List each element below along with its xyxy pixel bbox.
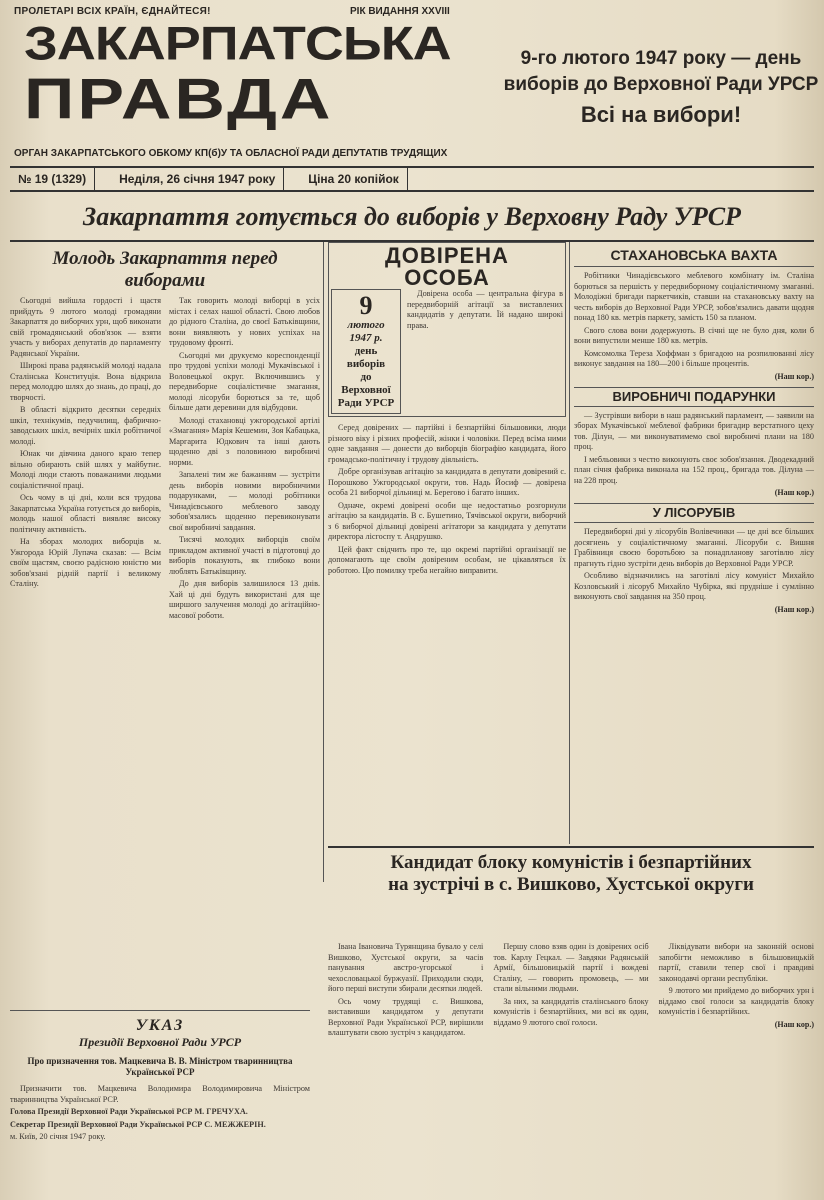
column-rule (323, 242, 324, 882)
paragraph: За них, за кандидатів сталінського блоку комуністів і безпартійних, ми всі як один, віддамо 9 лютого свої голоси. (493, 996, 649, 1027)
paragraph: Сьогодні ми друкуємо кореспонденції про трудові успіхи молоді Мукачівської і Воловецької округ. Включившись у передвиборне соціалістичне змагання, молоді лісоруби борються за те, щоб більше дати деревини для відбудови. (169, 350, 320, 412)
text-column (659, 942, 814, 1041)
ukaz-title: УКАЗ (135, 1017, 185, 1034)
signature: (Наш кор.) (774, 1019, 814, 1029)
paragraph: В області відкрито десятки середніх шкіл, технікумів, педучилищ, фабрично-заводських шкіл, вечірніх шкіл робітничої молоді. (10, 405, 161, 446)
main-headline: Закарпаття готується до виборів у Верховну Раду УРСР (10, 198, 814, 242)
title-word: ОСОБА (404, 265, 490, 290)
paragraph: Робітники Чинадієвського меблевого комбінату ім. Сталіна борються за першість у передвиборному соціалістичному змаганні. Молодіжні бригади паркетчиків, ставши на стахановську вахту на честь виборів до Верховної Ради УРСР, зобов'язались давати щодня понад 180 кв. метрів паркету, замість 150 за планом. (574, 271, 814, 322)
article-grid (10, 242, 814, 895)
paragraph: Широкі права радянській молоді надала Сталінська Конституція. Вона відкрила перед молоддю шлях до знань, до праці, до творчості. (10, 361, 161, 402)
election-line-1: 9-го лютого 1947 року — день (520, 48, 802, 69)
paragraph: Добре організував агітацію за кандидата в депутати довірений с. Порошково Ужгородської округи, тов. Надь Йосиф — довірена особа 21 виборчої дільниці м. Берегово і багато інших. (328, 467, 566, 497)
signature: (Наш кор.) (774, 604, 814, 614)
organ-line: ОРГАН ЗАКАРПАТСЬКОГО ОБКОМУ КП(б)У ТА ОБЛАСНОЇ РАДИ ДЕПУТАТІВ ТРУДЯЩИХ (14, 148, 448, 159)
trusted-person-box (328, 242, 566, 417)
title-line-2: ПРАВДА (24, 66, 334, 131)
lumberjacks-title: У ЛІСОРУБІВ (574, 503, 814, 523)
paragraph: Молоді стахановці ужгородської артілі «Змагання» Марія Кешемин, Зоя Кабацька, Маргарита Юдкович та інші дають щоденно дві з половиною виробничі норми. (169, 415, 320, 467)
election-line-3: Всі на вибори! (580, 102, 742, 127)
paragraph: Комсомолка Тереза Хоффман з бригадою на розпилюванні лісу виконує завдання на 180—200 і більше процентів. (574, 348, 814, 368)
stakhanov-watch-title: СТАХАНОВСЬКА ВАХТА (574, 246, 814, 267)
paragraph: — Зустрівши вибори в наш радянський парламент, — заявили на зборах Мукачівської меблевої фабрики бригадир верстатного цеху тов. Ділун, — ми виконуватимемо свої виробничі плани на 180 проц. (574, 410, 814, 451)
date-text: день (354, 345, 378, 357)
paragraph: Ось чому трудящі с. Вишкова, виставивши кандидатом у депутати Верховної Ради Української РСР, вирішили влаштувати свою зустріч з кандидатом. (328, 996, 484, 1037)
signature: (Наш кор.) (774, 371, 814, 381)
paragraph: На зборах молодих виборців м. Ужгорода Юрій Лупача сказав: — Всім своїм щастям, своєю радісною юністю ми зобов'язані рідній партії і великому Сталіну. (10, 537, 161, 588)
ukaz-subtitle: Президії Верховної Ради УРСР (78, 1035, 242, 1049)
candidate-meeting-title (328, 852, 814, 896)
paragraph: Одначе, окремі довірені особи ще недостатньо розгорнули агітацію за кандидатів. В с. Бушетино, Тячівської округи, виборчий з 6 виборчої дільниці довірені агітатори за кандидата у депутати директора лісгоспу т. Андрушко. (328, 500, 566, 541)
date-month: лютого (347, 319, 385, 331)
election-date-box (331, 289, 401, 414)
paragraph: Юнак чи дівчина даного краю тепер вільно обирають свій шлях у майбутнє. Молоді люди стають поважаними людьми соціалістичної праці. (10, 449, 161, 490)
candidate-meeting-article (328, 846, 814, 896)
date-year: 1947 р. (349, 332, 383, 344)
date-number: 9 (359, 291, 373, 320)
issue-number: № 19 (1329) (18, 172, 87, 186)
ukaz-subject: Про призначення тов. Мацкевича В. В. Міністром тваринництва Української РСР (27, 1056, 293, 1077)
production-gifts-title: ВИРОБНИЧІ ПОДАРУНКИ (574, 387, 814, 407)
paragraph: Сьогодні вийшла гордості і щастя прийдуть 9 лютого молоді громадяни Закарпаття до виборчих урн, щоб виконати свій громадянський обов'язок — взяти участь у виборах депутатів до парламенту Радянської України. (10, 296, 161, 358)
text-column (493, 942, 648, 1041)
paragraph: Довірена особа — центральна фігура в передвиборній агітації за виставлених кандидатів у депутати. Їй надано широкі права. (407, 289, 563, 330)
title-word: ДОВІРЕНА (385, 243, 509, 268)
stakhanov-column (574, 242, 814, 844)
year-of-publication: РІК ВИДАННЯ XXVIII (350, 6, 450, 17)
paragraph: Тисячі молодих виборців своїм прикладом активної участі в підготовці до виборів показують, як глибоко вони люблять Батьківщину. (169, 535, 320, 576)
ukaz-place-date: м. Київ, 20 січня 1947 року. (10, 1132, 106, 1141)
paragraph: Ось чому в ці дні, коли вся трудова Закарпатська Україна готується до виборів, молодь нашої області виявляє високу політичну активність. (10, 493, 161, 534)
paragraph: Так говорить молоді виборці в усіх містах і селах нашої області. Свою любов до рідного Сталіна, до своєї Батьківщини, вони виявляють у нових успіхах на трудовому фронті. (169, 296, 320, 347)
divider (283, 168, 300, 190)
ukaz-signer-2: Секретар Президії Верховної Ради Української РСР С. МЕЖЖЕРІН. (10, 1119, 266, 1129)
candidate-meeting-body (328, 942, 814, 1192)
date-text: Верховної (341, 384, 391, 396)
ukaz-decree (10, 1010, 310, 1191)
title-line-1: ЗАКАРПАТСЬКА (24, 17, 451, 71)
signature: (Наш кор.) (774, 488, 814, 497)
issue-price: Ціна 20 копійок (308, 172, 399, 186)
candidate-meeting-columns (328, 942, 814, 1041)
paragraph: 9 лютого ми прийдемо до виборчих урн і віддамо свої голоси за кандидатів блоку комуністів і безпартійних. (658, 986, 814, 1016)
paragraph: І мебльовики з честю виконують своє зобов'язання. Дводекадний план січня фабрика виконала на 152 проц., бригада тов. Ділуна — на 228 проц. (574, 454, 814, 485)
column-rule (569, 242, 570, 844)
paragraph: Запалені тим же бажанням — зустріти день виборів новими виробничими подарунками, — молоді робітники Чинадієвського меблевого заводу зобов'язались щоденно перевиконувати свої виробничі завдання. (169, 470, 320, 532)
title-line: Кандидат блоку комуністів і безпартійних (390, 852, 752, 873)
trusted-person-article (328, 242, 566, 844)
divider (94, 168, 111, 190)
paragraph: До дня виборів залишилося 13 днів. Хай ці дні будуть використані для ще ширшого залучення молоді до агітаційно-масової роботи. (169, 579, 320, 620)
ukaz-body: Призначити тов. Мацкевича Володимира Володимировича Міністром тваринництва Української РСР. (10, 1084, 310, 1104)
paragraph: Першу слово взяв один із довірених осіб тов. Карлу Гецкал. — Завдяки Радянській Армії, більшовицькій партії і вождеві Сталіну, — говорить промовець, — ми стали вільними людьми. (493, 942, 649, 993)
date-text: до (360, 371, 372, 383)
paragraph: Цей факт свідчить про те, що окремі партійні організації не допомагають ще своїм довіреним особам, не цікавляться їх роботою. Цю помилку треба негайно виправити. (328, 544, 566, 575)
masthead (10, 4, 819, 166)
ukaz-signer-1: Голова Президії Верховної Ради Української РСР М. ГРЕЧУХА. (10, 1107, 248, 1116)
issue-info-bar (10, 166, 814, 192)
paragraph: Ліквідувати вибори на законній основі запобігти неможливо в більшовицькій партії, ставили тепер свої і правдиві законодавчі органи республіки. (658, 942, 814, 983)
date-text: виборів (346, 358, 386, 370)
paragraph: Івана Івановича Турянщина бувало у селі Вишково, Хустської округи, за часів панування австро-угорської і чехословацької буржуазії. Приходили сюди, його перші виступи збирали десятки людей. (328, 942, 484, 993)
divider (407, 168, 424, 190)
paragraph: Свого слова вони додержують. В січні ще не було дня, коли б вони випустили менше 180 кв. метрів. (574, 325, 814, 345)
youth-article-title: Молодь Закарпаття перед виборами (52, 248, 278, 291)
paragraph: Серед довірених — партійні і безпартійні більшовики, люди різного віку і різних професій, жінки і чоловіки. Перед всіма ними одне завдання — донести до виборців біографію кандидата, його громадсько-політичну і трудову діяльність. (328, 423, 566, 464)
trusted-person-box-body (331, 289, 563, 414)
slogan: ПРОЛЕТАРІ ВСІХ КРАЇН, ЄДНАЙТЕСЯ! (14, 6, 211, 17)
youth-article (10, 242, 320, 882)
youth-article-left (10, 296, 161, 623)
election-banner (498, 46, 824, 128)
paragraph: Передвиборні дні у лісорубів Волівечинки — це дні все більших досягнень у соціалістичному змаганні. Лісоруби с. Вишня Грабівниця своєю боротьбою за понадпланову заготівлю лісу прагнуть гідно зустріти день виборів до Верховної Ради УРСР. (574, 527, 814, 568)
title-line: на зустрічі в с. Вишково, Хустської округи (388, 874, 754, 895)
youth-article-right (169, 296, 320, 623)
text-column (328, 942, 483, 1041)
youth-article-body (10, 296, 320, 623)
date-text: Ради УРСР (337, 397, 395, 409)
issue-date: Неділя, 26 січня 1947 року (119, 172, 276, 186)
trusted-person-title (331, 245, 563, 289)
paragraph: Особливо відзначились на заготівлі лісу комуніст Михайло Козловський і лісоруб Михайло Чубірка, які прудніше і сумлінно виконують свої завдання на 350 проц. (574, 571, 814, 601)
election-line-2: виборів до Верховної Ради УРСР (503, 74, 819, 95)
